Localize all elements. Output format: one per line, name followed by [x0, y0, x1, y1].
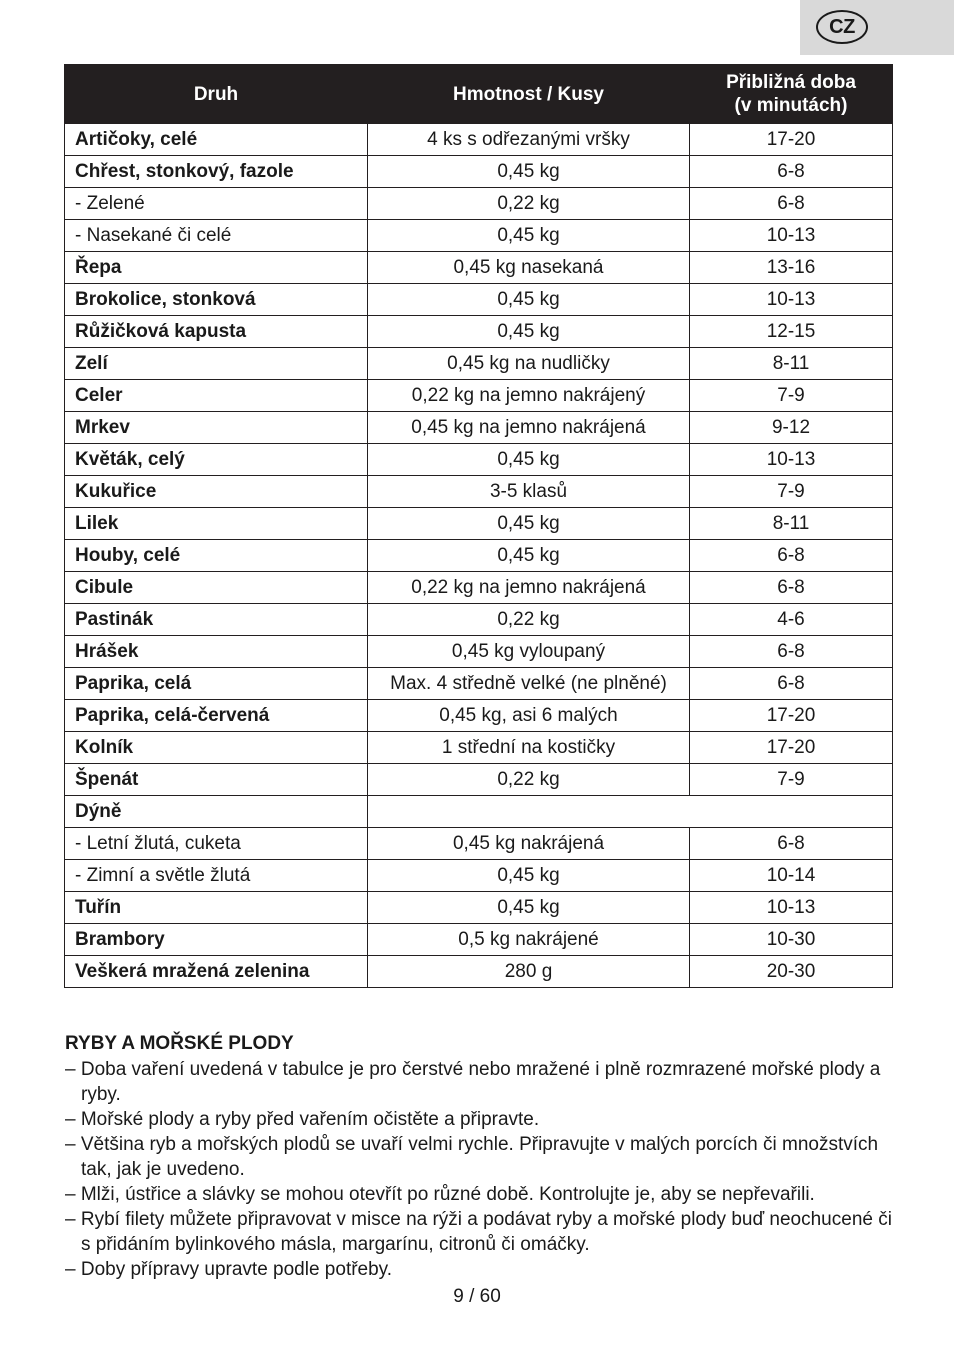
row-type-cell: Brokolice, stonková	[65, 284, 368, 316]
row-amount-cell: 1 střední na kostičky	[368, 732, 690, 764]
row-amount-cell: 0,45 kg na jemno nakrájená	[368, 412, 690, 444]
table-row	[65, 636, 893, 668]
row-amount-cell: 0,45 kg	[368, 892, 690, 924]
section-list-item: – Většina ryb a mořských plodů se uvaří velmi rychle. Připravujte v malých porcích či množstvích tak, jak je uvedeno.	[65, 1134, 879, 1180]
row-type-cell: Paprika, celá-červená	[65, 700, 368, 732]
table-row	[65, 540, 893, 572]
header-time-line1: Přibližná doba	[726, 72, 856, 93]
row-amount-cell: 4 ks s odřezanými vršky	[368, 124, 690, 156]
table-row	[65, 348, 893, 380]
row-amount-cell: 0,45 kg	[368, 284, 690, 316]
row-time-cell: 6-8	[690, 668, 893, 700]
row-amount-cell: 0,22 kg na jemno nakrájený	[368, 380, 690, 412]
row-time-cell: 9-12	[690, 412, 893, 444]
row-time-cell: 10-14	[690, 860, 893, 892]
section-list-item: – Mlži, ústřice a slávky se mohou otevřít po různé době. Kontrolujte je, aby se nepřevařili.	[65, 1184, 815, 1205]
row-amount-cell: 0,45 kg	[368, 316, 690, 348]
row-time-cell: 6-8	[690, 188, 893, 220]
row-amount-cell: 0,45 kg	[368, 508, 690, 540]
table-row	[65, 860, 893, 892]
row-type-cell: Brambory	[65, 924, 368, 956]
row-amount-cell: 3-5 klasů	[368, 476, 690, 508]
row-type-cell: Celer	[65, 380, 368, 412]
row-amount-cell: 0,45 kg nasekaná	[368, 252, 690, 284]
row-amount-cell: 0,22 kg	[368, 188, 690, 220]
section-list-item: – Doby přípravy upravte podle potřeby.	[65, 1259, 393, 1280]
row-time-cell: 17-20	[690, 732, 893, 764]
row-time-cell: 6-8	[690, 828, 893, 860]
row-amount-cell: 0,45 kg	[368, 540, 690, 572]
page-number: 9 / 60	[453, 1286, 501, 1307]
language-tab	[800, 0, 954, 55]
row-time-cell: 10-13	[690, 220, 893, 252]
table-row	[65, 700, 893, 732]
row-type-cell: - Zimní a světle žlutá	[65, 860, 368, 892]
row-amount-cell: 0,45 kg	[368, 444, 690, 476]
row-amount-cell: Max. 4 středně velké (ne plněné)	[368, 668, 690, 700]
row-type-cell: - Letní žlutá, cuketa	[65, 828, 368, 860]
row-amount-cell: 0,45 kg nakrájená	[368, 828, 690, 860]
table-row	[65, 956, 893, 988]
row-type-cell: Pastinák	[65, 604, 368, 636]
row-amount-cell: 280 g	[368, 956, 690, 988]
row-type-cell: Květák, celý	[65, 444, 368, 476]
row-time-cell: 7-9	[690, 476, 893, 508]
row-type-cell: Lilek	[65, 508, 368, 540]
table-row	[65, 316, 893, 348]
row-amount-cell: 0,45 kg	[368, 156, 690, 188]
row-type-cell: - Zelené	[65, 188, 368, 220]
row-time-cell: 6-8	[690, 156, 893, 188]
table-row	[65, 380, 893, 412]
row-time-cell: 6-8	[690, 572, 893, 604]
row-type-cell: Špenát	[65, 764, 368, 796]
row-amount-cell: 0,22 kg na jemno nakrájená	[368, 572, 690, 604]
section-list-item: – Rybí filety můžete připravovat v misce na rýži a podávat ryby a mořské plody buď neochucené či s přidáním bylinkového másla, margarínu, citronů či omáčky.	[65, 1209, 892, 1255]
row-type-cell: Artičoky, celé	[65, 124, 368, 156]
row-type-cell: Chřest, stonkový, fazole	[65, 156, 368, 188]
row-type-cell: Kukuřice	[65, 476, 368, 508]
row-amount-cell: 0,45 kg, asi 6 malých	[368, 700, 690, 732]
row-type-cell: - Nasekané či celé	[65, 220, 368, 252]
row-type-cell: Tuřín	[65, 892, 368, 924]
table-row	[65, 828, 893, 860]
row-time-cell: 7-9	[690, 764, 893, 796]
row-time-cell: 7-9	[690, 380, 893, 412]
row-time-cell: 13-16	[690, 252, 893, 284]
row-time-cell: 10-30	[690, 924, 893, 956]
section-title: RYBY A MOŘSKÉ PLODY	[65, 1033, 294, 1054]
row-type-cell: Řepa	[65, 252, 368, 284]
row-time-cell: 8-11	[690, 508, 893, 540]
table-row	[65, 572, 893, 604]
row-time-cell: 12-15	[690, 316, 893, 348]
row-time-cell: 8-11	[690, 348, 893, 380]
table-row	[65, 284, 893, 316]
section-list	[65, 1057, 895, 1282]
table-row	[65, 732, 893, 764]
table-row	[65, 508, 893, 540]
header-type: Druh	[65, 65, 368, 124]
row-type-cell: Paprika, celá	[65, 668, 368, 700]
table-row	[65, 764, 893, 796]
table-row	[65, 892, 893, 924]
table-header-row	[65, 65, 893, 124]
row-amount-cell: 0,22 kg	[368, 604, 690, 636]
row-amount-cell: 0,45 kg vyloupaný	[368, 636, 690, 668]
row-time-cell: 10-13	[690, 892, 893, 924]
table-row	[65, 252, 893, 284]
table-row	[65, 156, 893, 188]
row-type-cell: Mrkev	[65, 412, 368, 444]
row-time-cell: 17-20	[690, 700, 893, 732]
table-row	[65, 796, 893, 828]
row-type-cell: Cibule	[65, 572, 368, 604]
row-time-cell: 4-6	[690, 604, 893, 636]
row-time-cell: 17-20	[690, 124, 893, 156]
row-time-cell: 6-8	[690, 636, 893, 668]
table-body	[65, 124, 893, 988]
section-list-item: – Doba vaření uvedená v tabulce je pro čerstvé nebo mražené i plně rozmrazené mořské plody a ryby.	[65, 1059, 881, 1105]
row-type-cell: Houby, celé	[65, 540, 368, 572]
row-time-cell: 20-30	[690, 956, 893, 988]
table-row	[65, 668, 893, 700]
table-row	[65, 924, 893, 956]
table-row	[65, 124, 893, 156]
vegetable-cooking-table	[64, 64, 893, 988]
language-badge: CZ	[816, 10, 868, 44]
row-amount-cell: 0,45 kg	[368, 220, 690, 252]
row-type-cell: Hrášek	[65, 636, 368, 668]
header-amount: Hmotnost / Kusy	[368, 65, 690, 124]
row-time-cell: 6-8	[690, 540, 893, 572]
row-amount-cell: 0,22 kg	[368, 764, 690, 796]
table-row	[65, 220, 893, 252]
row-time-cell: 10-13	[690, 444, 893, 476]
header-time	[690, 65, 893, 124]
section-list-item: – Mořské plody a ryby před vařením očistěte a připravte.	[65, 1109, 540, 1130]
row-amount-cell: 0,45 kg	[368, 860, 690, 892]
row-time-cell: 10-13	[690, 284, 893, 316]
header-time-line2: (v minutách)	[734, 95, 848, 116]
table-row	[65, 188, 893, 220]
table-row	[65, 604, 893, 636]
row-merged-cell	[368, 796, 893, 828]
row-type-cell: Veškerá mražená zelenina	[65, 956, 368, 988]
row-type-cell: Kolník	[65, 732, 368, 764]
row-type-cell: Zelí	[65, 348, 368, 380]
seafood-section	[65, 1031, 895, 1282]
table-row	[65, 412, 893, 444]
row-amount-cell: 0,5 kg nakrájené	[368, 924, 690, 956]
row-type-cell: Růžičková kapusta	[65, 316, 368, 348]
row-type-cell: Dýně	[65, 796, 368, 828]
table-row	[65, 444, 893, 476]
table-row	[65, 476, 893, 508]
row-amount-cell: 0,45 kg na nudličky	[368, 348, 690, 380]
